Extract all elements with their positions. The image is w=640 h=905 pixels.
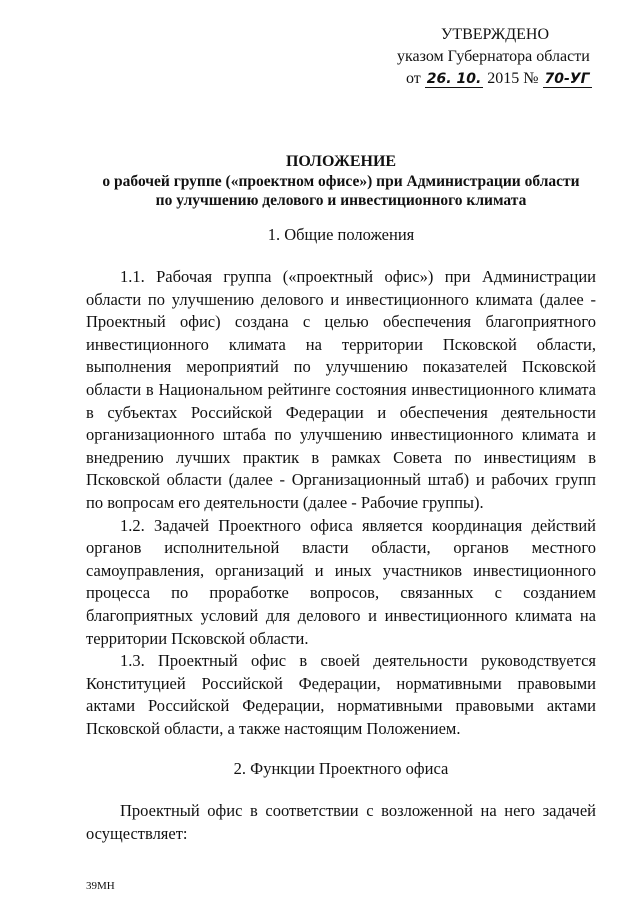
paragraph-1-3: 1.3. Проектный офис в своей деятельности руководствуется Конституцией Российской Федерации, нормативными правовыми актами Российской Федерации, нормативными правовыми актами Псковской области, а также настоящим Положением.	[86, 651, 596, 738]
section-1-body	[86, 266, 596, 740]
approval-date-prefix: от	[406, 70, 421, 87]
document-title	[86, 152, 596, 210]
approval-date-line	[380, 68, 620, 90]
paragraph-1-1: 1.1. Рабочая группа («проектный офис») при Администрации области по улучшению делового и инвестиционного климата (далее - Проектный офис) создана с целью обеспечения благоприятного инвестиционного климата на территории Псковской области, выполнения мероприятий по улучшению показателей Псковской области в Национальном рейтинге состояния инвестиционного климата в субъектах Российской Федерации и обеспечения деятельности организационного штаба по улучшению инвестиционного климата и внедрению лучших практик в рамках Совета по инвестициям в Псковской области (далее - Организационный штаб) и рабочих групп по вопросам его деятельности (далее - Рабочие группы).	[86, 267, 596, 512]
approval-authority: указом Губернатора области	[397, 48, 590, 65]
section-2-heading: 2. Функции Проектного офиса	[233, 759, 449, 778]
section-2-body	[86, 800, 596, 845]
approval-title: УТВЕРЖДЕНО	[441, 26, 550, 43]
paragraph-2-intro: Проектный офис в соответствии с возложенной на него задачей осуществляет:	[86, 801, 596, 843]
approval-year: 2015 №	[487, 70, 539, 87]
title-subtitle-2: по улучшению делового и инвестиционного климата	[155, 192, 527, 209]
section-1-heading: 1. Общие положения	[267, 225, 415, 244]
title-main: ПОЛОЖЕНИЕ	[285, 153, 397, 170]
paragraph-1-2: 1.2. Задачей Проектного офиса является координация действий органов исполнительной власти области, органов местного самоуправления, организаций и иных участников инвестиционного процесса по проработке вопросов, связанных с созданием благоприятных условий для делового и инвестиционного климата на территории Псковской области.	[86, 515, 596, 648]
approval-stamp	[380, 24, 620, 90]
document-code: 39МН	[86, 880, 115, 892]
handwritten-number: 70-УГ	[544, 71, 590, 87]
handwritten-date: 26. 10.	[426, 71, 482, 87]
title-subtitle-1: о рабочей группе («проектном офисе») при Администрации области	[102, 173, 580, 190]
